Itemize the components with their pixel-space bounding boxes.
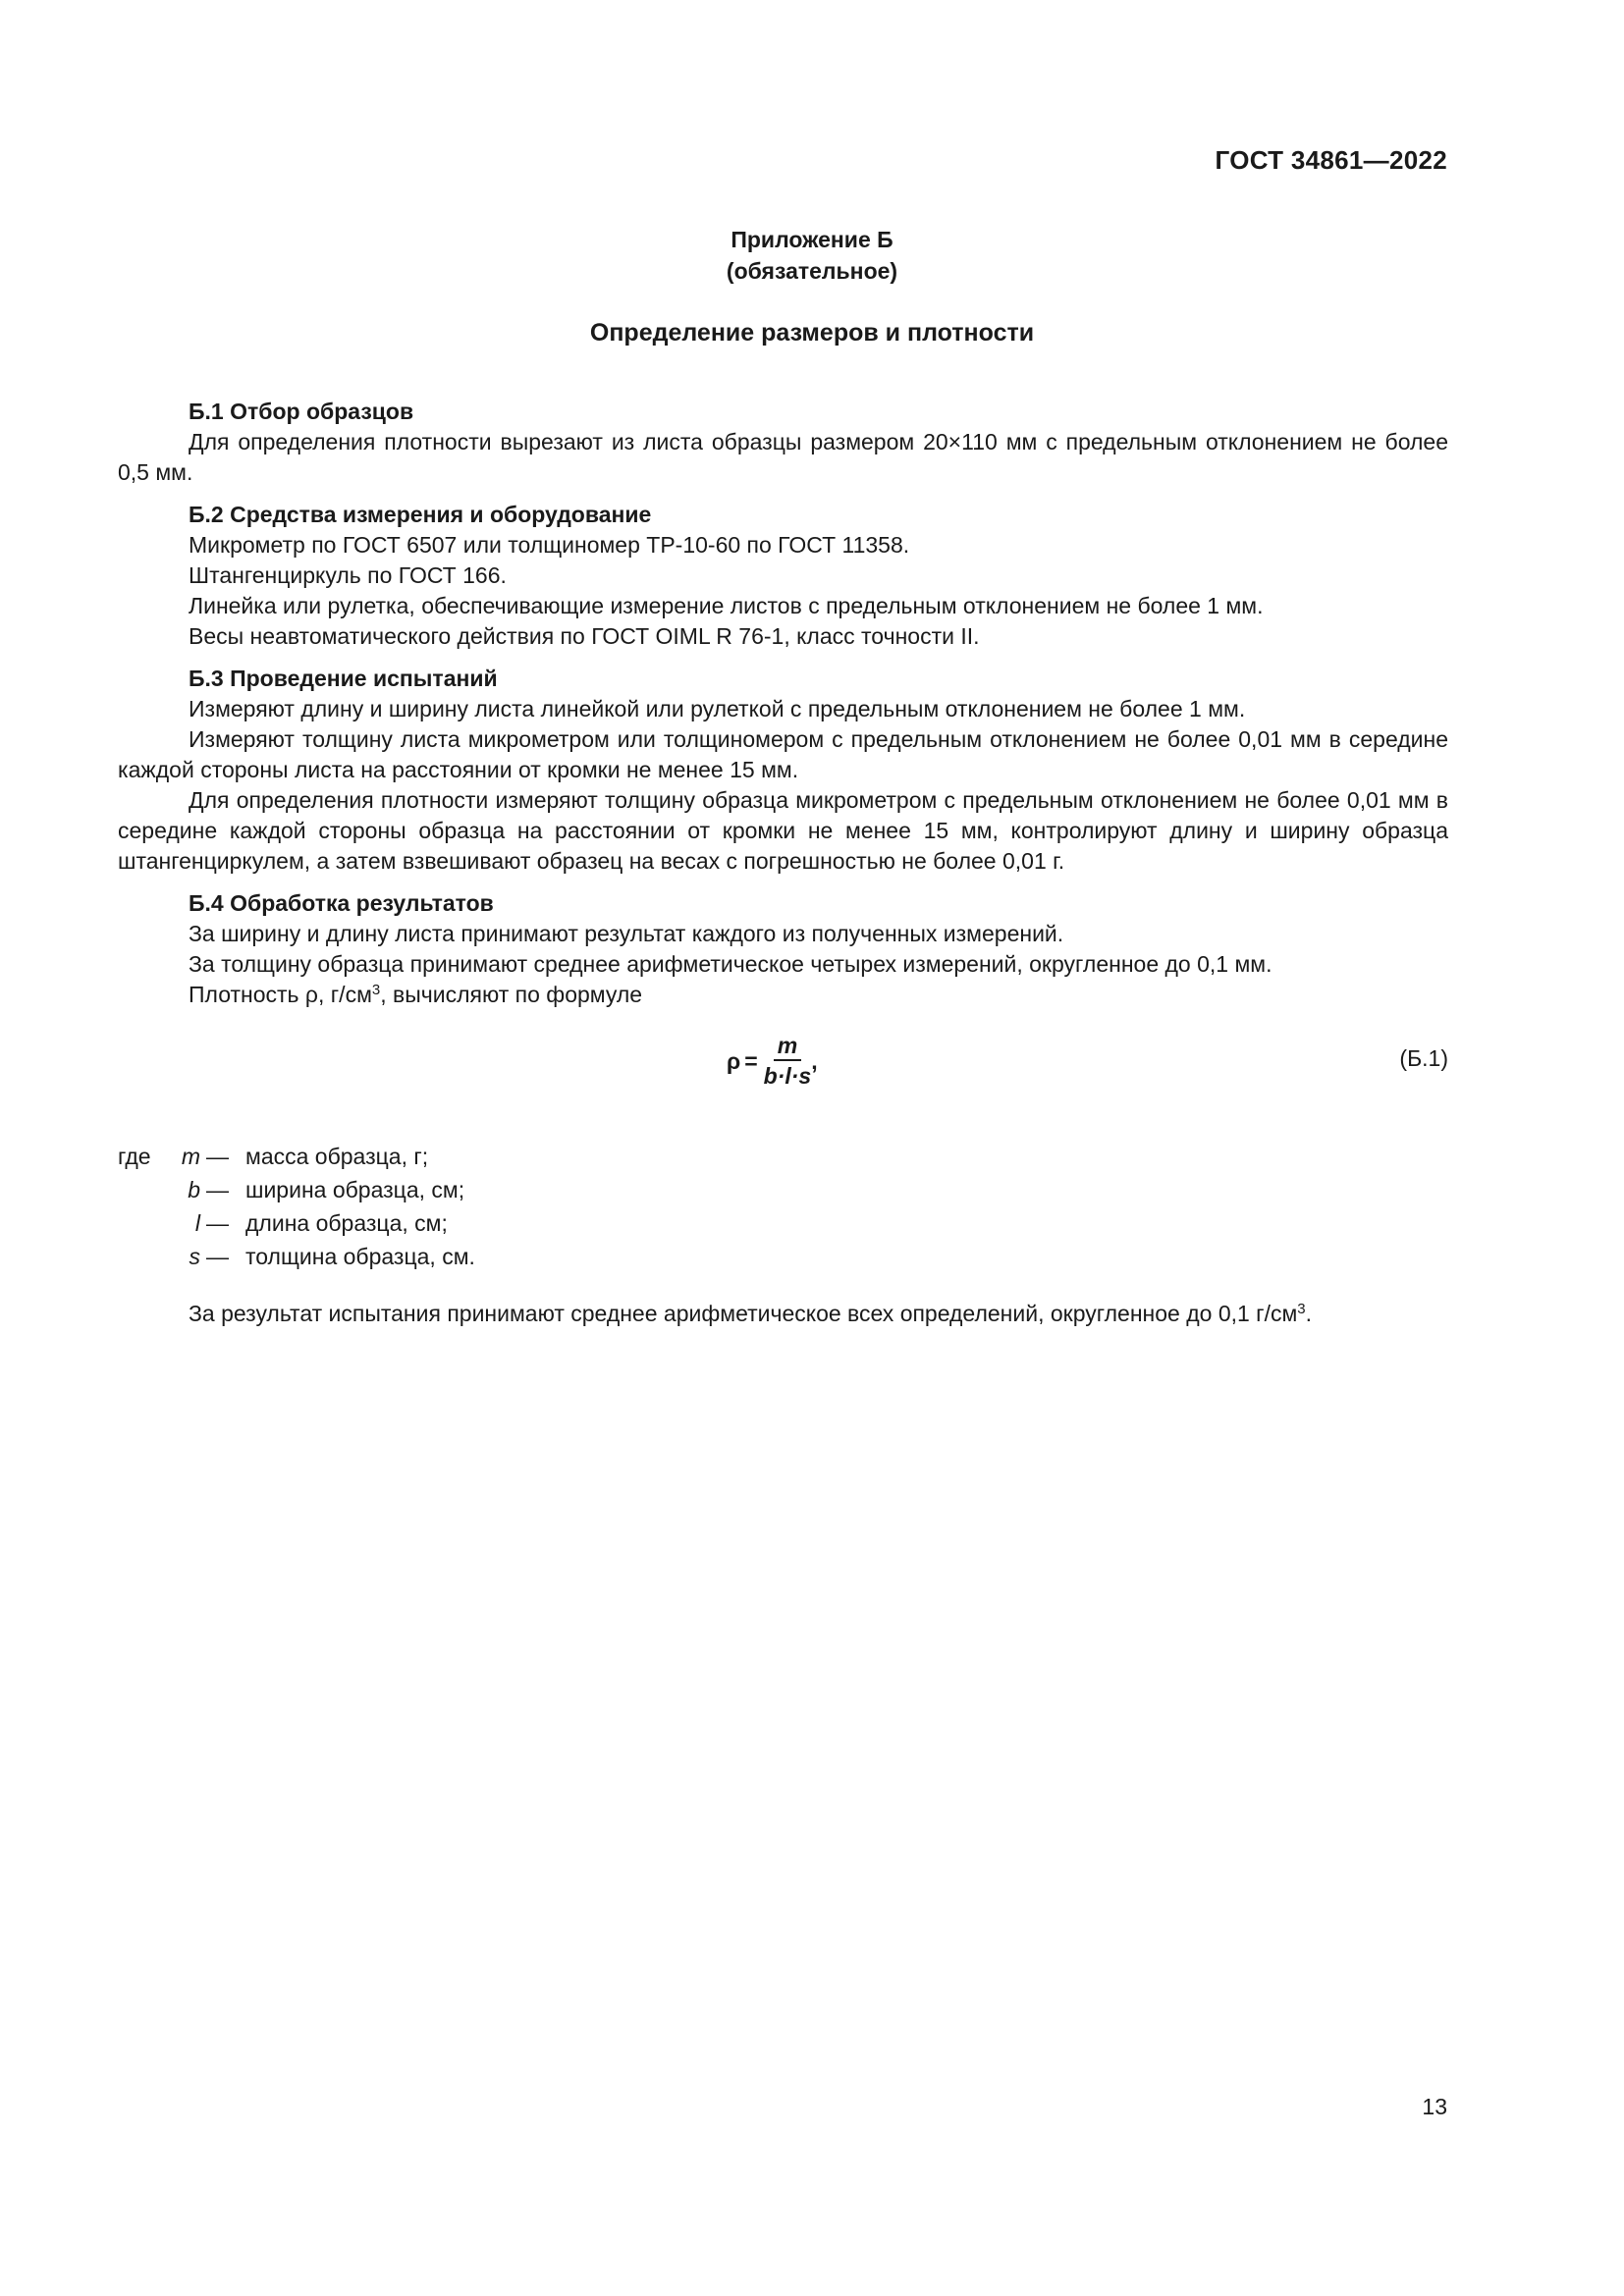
formula-trailing-comma: ,	[811, 1047, 818, 1074]
appendix-status: (обязательное)	[726, 258, 898, 284]
legend-row	[118, 1208, 1448, 1242]
density-intro-tail: , вычисляют по формуле	[380, 982, 643, 1007]
legend-text: масса образца, г;	[245, 1144, 429, 1169]
legend-row	[118, 1242, 1448, 1275]
legend-row	[118, 1142, 1448, 1175]
section-heading-b1: Б.1 Отбор образцов	[189, 399, 414, 424]
result-text-tail: .	[1305, 1301, 1313, 1326]
legend-symbol: s	[189, 1244, 200, 1269]
density-intro-text: Плотность ρ, г/см	[189, 982, 372, 1007]
result-paragraph	[118, 1299, 1448, 1329]
legend-symbol: l	[194, 1210, 200, 1236]
legend-lead: где	[118, 1144, 151, 1169]
section-b2-paragraph-4: Весы неавтоматического действия по ГОСТ OIML R 76-1, класс точности II.	[189, 623, 980, 649]
legend-dash: —	[206, 1144, 229, 1169]
equation-number: (Б.1)	[1399, 1045, 1448, 1071]
formula-equals: =	[744, 1047, 758, 1074]
legend-symbol: b	[188, 1177, 200, 1202]
section-b4-paragraph-2: За толщину образца принимают среднее арифметическое четырех измерений, округленное до 0,1 мм.	[189, 951, 1272, 977]
section-heading-b2: Б.2 Средства измерения и оборудование	[189, 502, 652, 527]
appendix-title: Приложение Б	[731, 227, 893, 252]
section-b4-paragraph-3	[118, 980, 1448, 1010]
appendix-heading	[0, 224, 1624, 287]
legend-row	[118, 1175, 1448, 1208]
variable-legend	[118, 1142, 1448, 1275]
section-b2-paragraph-2: Штангенциркуль по ГОСТ 166.	[189, 562, 507, 588]
document-title: Определение размеров и плотности	[589, 319, 1035, 347]
legend-dash: —	[206, 1244, 229, 1269]
result-text: За результат испытания принимают среднее арифметическое всех определений, округленное до 0,1 г/см	[189, 1301, 1298, 1326]
section-heading-b3: Б.3 Проведение испытаний	[189, 666, 498, 691]
formula-lhs: ρ	[727, 1047, 741, 1074]
formula-block	[118, 1030, 1448, 1118]
result-unit-superscript: 3	[1297, 1301, 1306, 1317]
legend-text: ширина образца, см;	[245, 1177, 465, 1202]
section-b3-paragraph-1: Измеряют длину и ширину листа линейкой или рулеткой с предельным отклонением не более 1 мм.	[189, 696, 1246, 721]
section-b2-paragraph-3: Линейка или рулетка, обеспечивающие измерение листов с предельным отклонением не более 1 мм.	[189, 593, 1264, 618]
document-body	[118, 397, 1448, 1329]
legend-symbol: m	[181, 1144, 200, 1169]
formula-numerator: m	[774, 1032, 801, 1061]
section-heading-b4: Б.4 Обработка результатов	[189, 890, 494, 916]
section-b2-paragraph-1: Микрометр по ГОСТ 6507 или толщиномер ТР-10-60 по ГОСТ 11358.	[189, 532, 910, 558]
standard-designation: ГОСТ 34861—2022	[1215, 145, 1447, 175]
page-number: 13	[1422, 2094, 1447, 2119]
legend-dash: —	[206, 1177, 229, 1202]
legend-text: длина образца, см;	[245, 1210, 448, 1236]
formula-fraction	[764, 1032, 812, 1091]
legend-dash: —	[206, 1210, 229, 1236]
section-b3-paragraph-3: Для определения плотности измеряют толщину образца микрометром с предельным отклонением не более 0,01 мм в середине каждой стороны образца на расстоянии от кромки не менее 15 мм, контролируют длину и ширину образца штангенциркулем, а затем взвешивают образец на весах с погрешностью не более 0,01 г.	[118, 787, 1448, 874]
section-b3-paragraph-2: Измеряют толщину листа микрометром или толщиномером с предельным отклонением не более 0,01 мм в середине каждой стороны листа на расстоянии от кромки не менее 15 мм.	[118, 726, 1448, 782]
section-b4-paragraph-1: За ширину и длину листа принимают результат каждого из полученных измерений.	[189, 921, 1064, 946]
density-unit-superscript: 3	[371, 982, 381, 998]
density-formula	[727, 1032, 818, 1091]
section-b1-paragraph: Для определения плотности вырезают из листа образцы размером 20×110 мм с предельным отклонением не более 0,5 мм.	[118, 429, 1448, 485]
formula-denominator: b·l·s	[763, 1063, 812, 1089]
legend-text: толщина образца, см.	[245, 1244, 475, 1269]
